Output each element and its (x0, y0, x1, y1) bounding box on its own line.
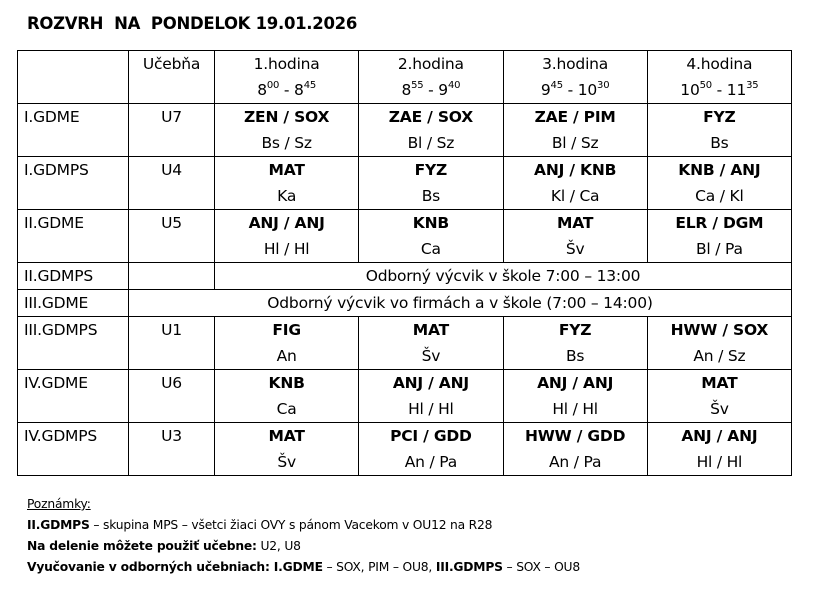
room: U1 (129, 317, 215, 370)
lesson-cell (647, 157, 791, 210)
lesson-cell (503, 317, 647, 370)
class-name: IV.GDME (18, 370, 129, 423)
subject: ZAE / PIM (534, 108, 616, 126)
lesson-cell (359, 317, 503, 370)
teacher: Šv (710, 400, 729, 418)
header-lesson-2 (359, 51, 503, 104)
subject: KNB (268, 374, 305, 392)
subject: MAT (701, 374, 738, 392)
table-row (18, 104, 792, 157)
teacher: Hl / Hl (263, 240, 310, 258)
header-room-cell: Učebňa (129, 51, 215, 104)
subject: KNB / ANJ (678, 161, 761, 179)
subject: ZEN / SOX (244, 108, 330, 126)
subject: ELR / DGM (675, 214, 764, 232)
class-name: IV.GDMPS (18, 423, 129, 476)
schedule-table (17, 50, 792, 476)
subject: ANJ / ANJ (681, 427, 758, 445)
page-title: ROZVRH NA PONDELOK 19.01.2026 (27, 14, 357, 33)
note-line: Na delenie môžete použiť učebne: U2, U8 (27, 539, 301, 553)
lesson-cell (647, 317, 791, 370)
notes-heading: Poznámky: (27, 497, 91, 511)
teacher: Bs / Sz (261, 134, 312, 152)
lesson-cell (215, 317, 359, 370)
teacher: Bl / Sz (407, 134, 455, 152)
lesson-name: 4.hodina (686, 55, 753, 73)
table-row (18, 317, 792, 370)
subject: ZAE / SOX (388, 108, 473, 126)
class-name: II.GDME (18, 210, 129, 263)
class-name: III.GDME (18, 290, 129, 317)
room: U7 (129, 104, 215, 157)
subject: MAT (268, 427, 305, 445)
note-line: Vyučovanie v odborných učebniach: I.GDME – SOX, PIM – OU8, III.GDMPS – SOX – OU8 (27, 560, 580, 574)
lesson-cell (215, 423, 359, 476)
teacher: Šv (277, 453, 296, 471)
lesson-cell (359, 104, 503, 157)
class-name: I.GDME (18, 104, 129, 157)
subject: ANJ / ANJ (537, 374, 614, 392)
teacher: Hl / Hl (552, 400, 598, 418)
teacher: Bl / Sz (551, 134, 599, 152)
subject: MAT (557, 214, 594, 232)
header-lesson-1 (215, 51, 359, 104)
lesson-name: 1.hodina (253, 55, 320, 73)
teacher: Ca (420, 240, 441, 258)
lesson-name: 3.hodina (542, 55, 609, 73)
table-row (18, 423, 792, 476)
teacher: An / Sz (693, 347, 746, 365)
lesson-cell (215, 104, 359, 157)
lesson-time: $9^{45} - 10^{30}$ (540, 79, 610, 99)
teacher: Hl / Hl (408, 400, 454, 418)
subject: HWW / SOX (670, 321, 769, 339)
subject: HWW / GDD (524, 427, 626, 445)
lesson-cell (503, 157, 647, 210)
teacher: Kl / Ca (550, 187, 600, 205)
header-lesson-3 (503, 51, 647, 104)
teacher: Bs (421, 187, 441, 205)
lesson-cell (359, 370, 503, 423)
subject: FYZ (703, 108, 736, 126)
lesson-cell (503, 210, 647, 263)
lesson-cell (215, 157, 359, 210)
teacher: Šv (565, 240, 585, 258)
header-lesson-4 (647, 51, 791, 104)
class-name: II.GDMPS (18, 263, 129, 290)
merged-note-cell: Odborný výcvik vo firmách a v škole (7:00 – 14:00) (129, 290, 792, 317)
teacher: An / Pa (404, 453, 457, 471)
room: U4 (129, 157, 215, 210)
subject: ANJ / ANJ (392, 374, 469, 392)
table-header-row (18, 51, 792, 104)
lesson-cell (359, 157, 503, 210)
subject: ANJ / KNB (534, 161, 617, 179)
subject: ANJ / ANJ (248, 214, 325, 232)
teacher: An / Pa (548, 453, 602, 471)
room: U3 (129, 423, 215, 476)
room: U6 (129, 370, 215, 423)
note-line: II.GDMPS – skupina MPS – všetci žiaci OVY s pánom Vacekom v OU12 na R28 (27, 518, 493, 532)
teacher: An (276, 347, 297, 365)
teacher: Hl / Hl (696, 453, 743, 471)
lesson-cell (647, 423, 791, 476)
lesson-time: $8^{00} - 8^{45}$ (257, 79, 317, 99)
lesson-cell (647, 370, 791, 423)
lesson-cell (215, 370, 359, 423)
subject: FIG (272, 321, 301, 339)
teacher: Ka (277, 187, 297, 205)
lesson-cell (647, 210, 791, 263)
lesson-cell (503, 104, 647, 157)
lesson-cell (359, 423, 503, 476)
teacher: Bs (565, 347, 585, 365)
teacher: Šv (421, 347, 441, 365)
teacher: Bl / Pa (695, 240, 743, 258)
lesson-time: $8^{55} - 9^{40}$ (401, 79, 461, 99)
subject: FYZ (558, 321, 592, 339)
lesson-cell (503, 423, 647, 476)
subject: FYZ (414, 161, 448, 179)
notes-section (27, 494, 580, 578)
teacher: Ca / Kl (695, 187, 744, 205)
subject: PCI / GDD (390, 427, 472, 445)
table-row (18, 370, 792, 423)
lesson-cell (503, 370, 647, 423)
class-name: I.GDMPS (18, 157, 129, 210)
teacher: Bs (710, 134, 729, 152)
subject: MAT (268, 161, 305, 179)
subject: MAT (412, 321, 449, 339)
merged-note-cell: Odborný výcvik v škole 7:00 – 13:00 (215, 263, 792, 290)
teacher: Ca (276, 400, 297, 418)
class-name: III.GDMPS (18, 317, 129, 370)
lesson-name: 2.hodina (397, 55, 464, 73)
lesson-cell (215, 210, 359, 263)
subject: KNB (412, 214, 449, 232)
room: U5 (129, 210, 215, 263)
table-row (18, 290, 792, 317)
lesson-cell (359, 210, 503, 263)
room (129, 263, 215, 290)
table-row (18, 210, 792, 263)
table-row (18, 157, 792, 210)
lesson-cell (647, 104, 791, 157)
header-class-cell (18, 51, 129, 104)
table-row (18, 263, 792, 290)
lesson-time: $10^{50} - 11^{35}$ (680, 79, 759, 99)
